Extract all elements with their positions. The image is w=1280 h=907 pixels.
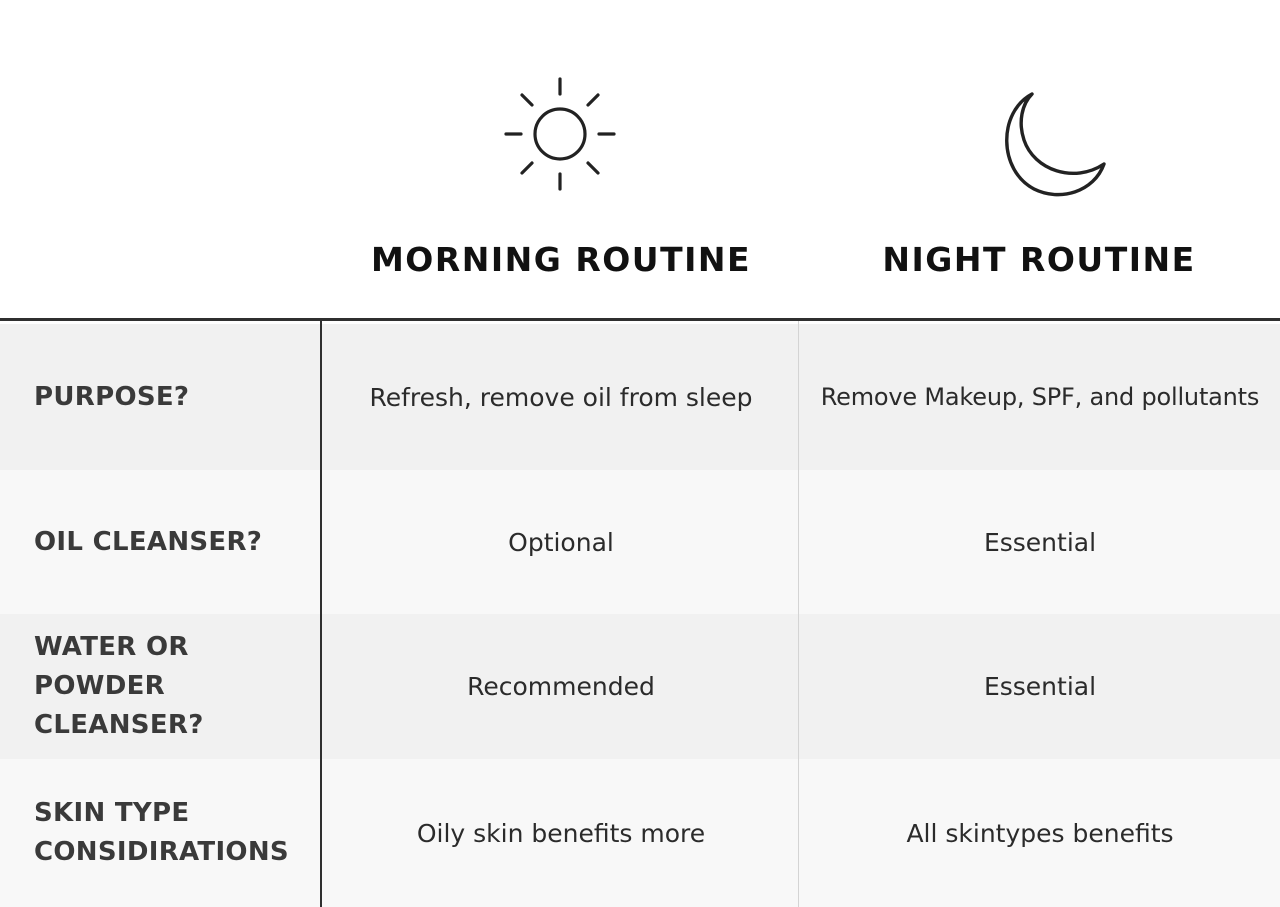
routine-column-divider	[798, 321, 799, 907]
sun-icon	[502, 76, 618, 192]
row-label: PURPOSE?	[34, 381, 190, 412]
night-cell: Essential	[983, 527, 1097, 557]
table-row	[0, 470, 1280, 614]
night-cell: Remove Makeup, SPF, and pollutants	[820, 383, 1260, 411]
morning-cell: Oily skin benefits more	[416, 818, 706, 848]
night-routine-title: NIGHT ROUTINE	[882, 240, 1196, 279]
comparison-table	[0, 318, 1280, 907]
table-row	[0, 614, 1280, 759]
label-column-divider	[320, 321, 322, 907]
night-cell: All skintypes benefits	[906, 818, 1174, 848]
table-row	[0, 324, 1280, 470]
row-label: WATER OR POWDER CLEANSER?	[34, 632, 204, 740]
morning-cell: Refresh, remove oil from sleep	[369, 382, 753, 412]
table-row	[0, 759, 1280, 907]
moon-icon	[994, 90, 1110, 198]
row-label: OIL CLEANSER?	[34, 526, 263, 557]
morning-routine-title: MORNING ROUTINE	[370, 240, 752, 279]
row-label: SKIN TYPE CONSIDIRATIONS	[34, 798, 289, 867]
morning-cell: Recommended	[467, 672, 655, 701]
night-cell: Essential	[983, 672, 1097, 701]
morning-cell: Optional	[508, 527, 614, 557]
